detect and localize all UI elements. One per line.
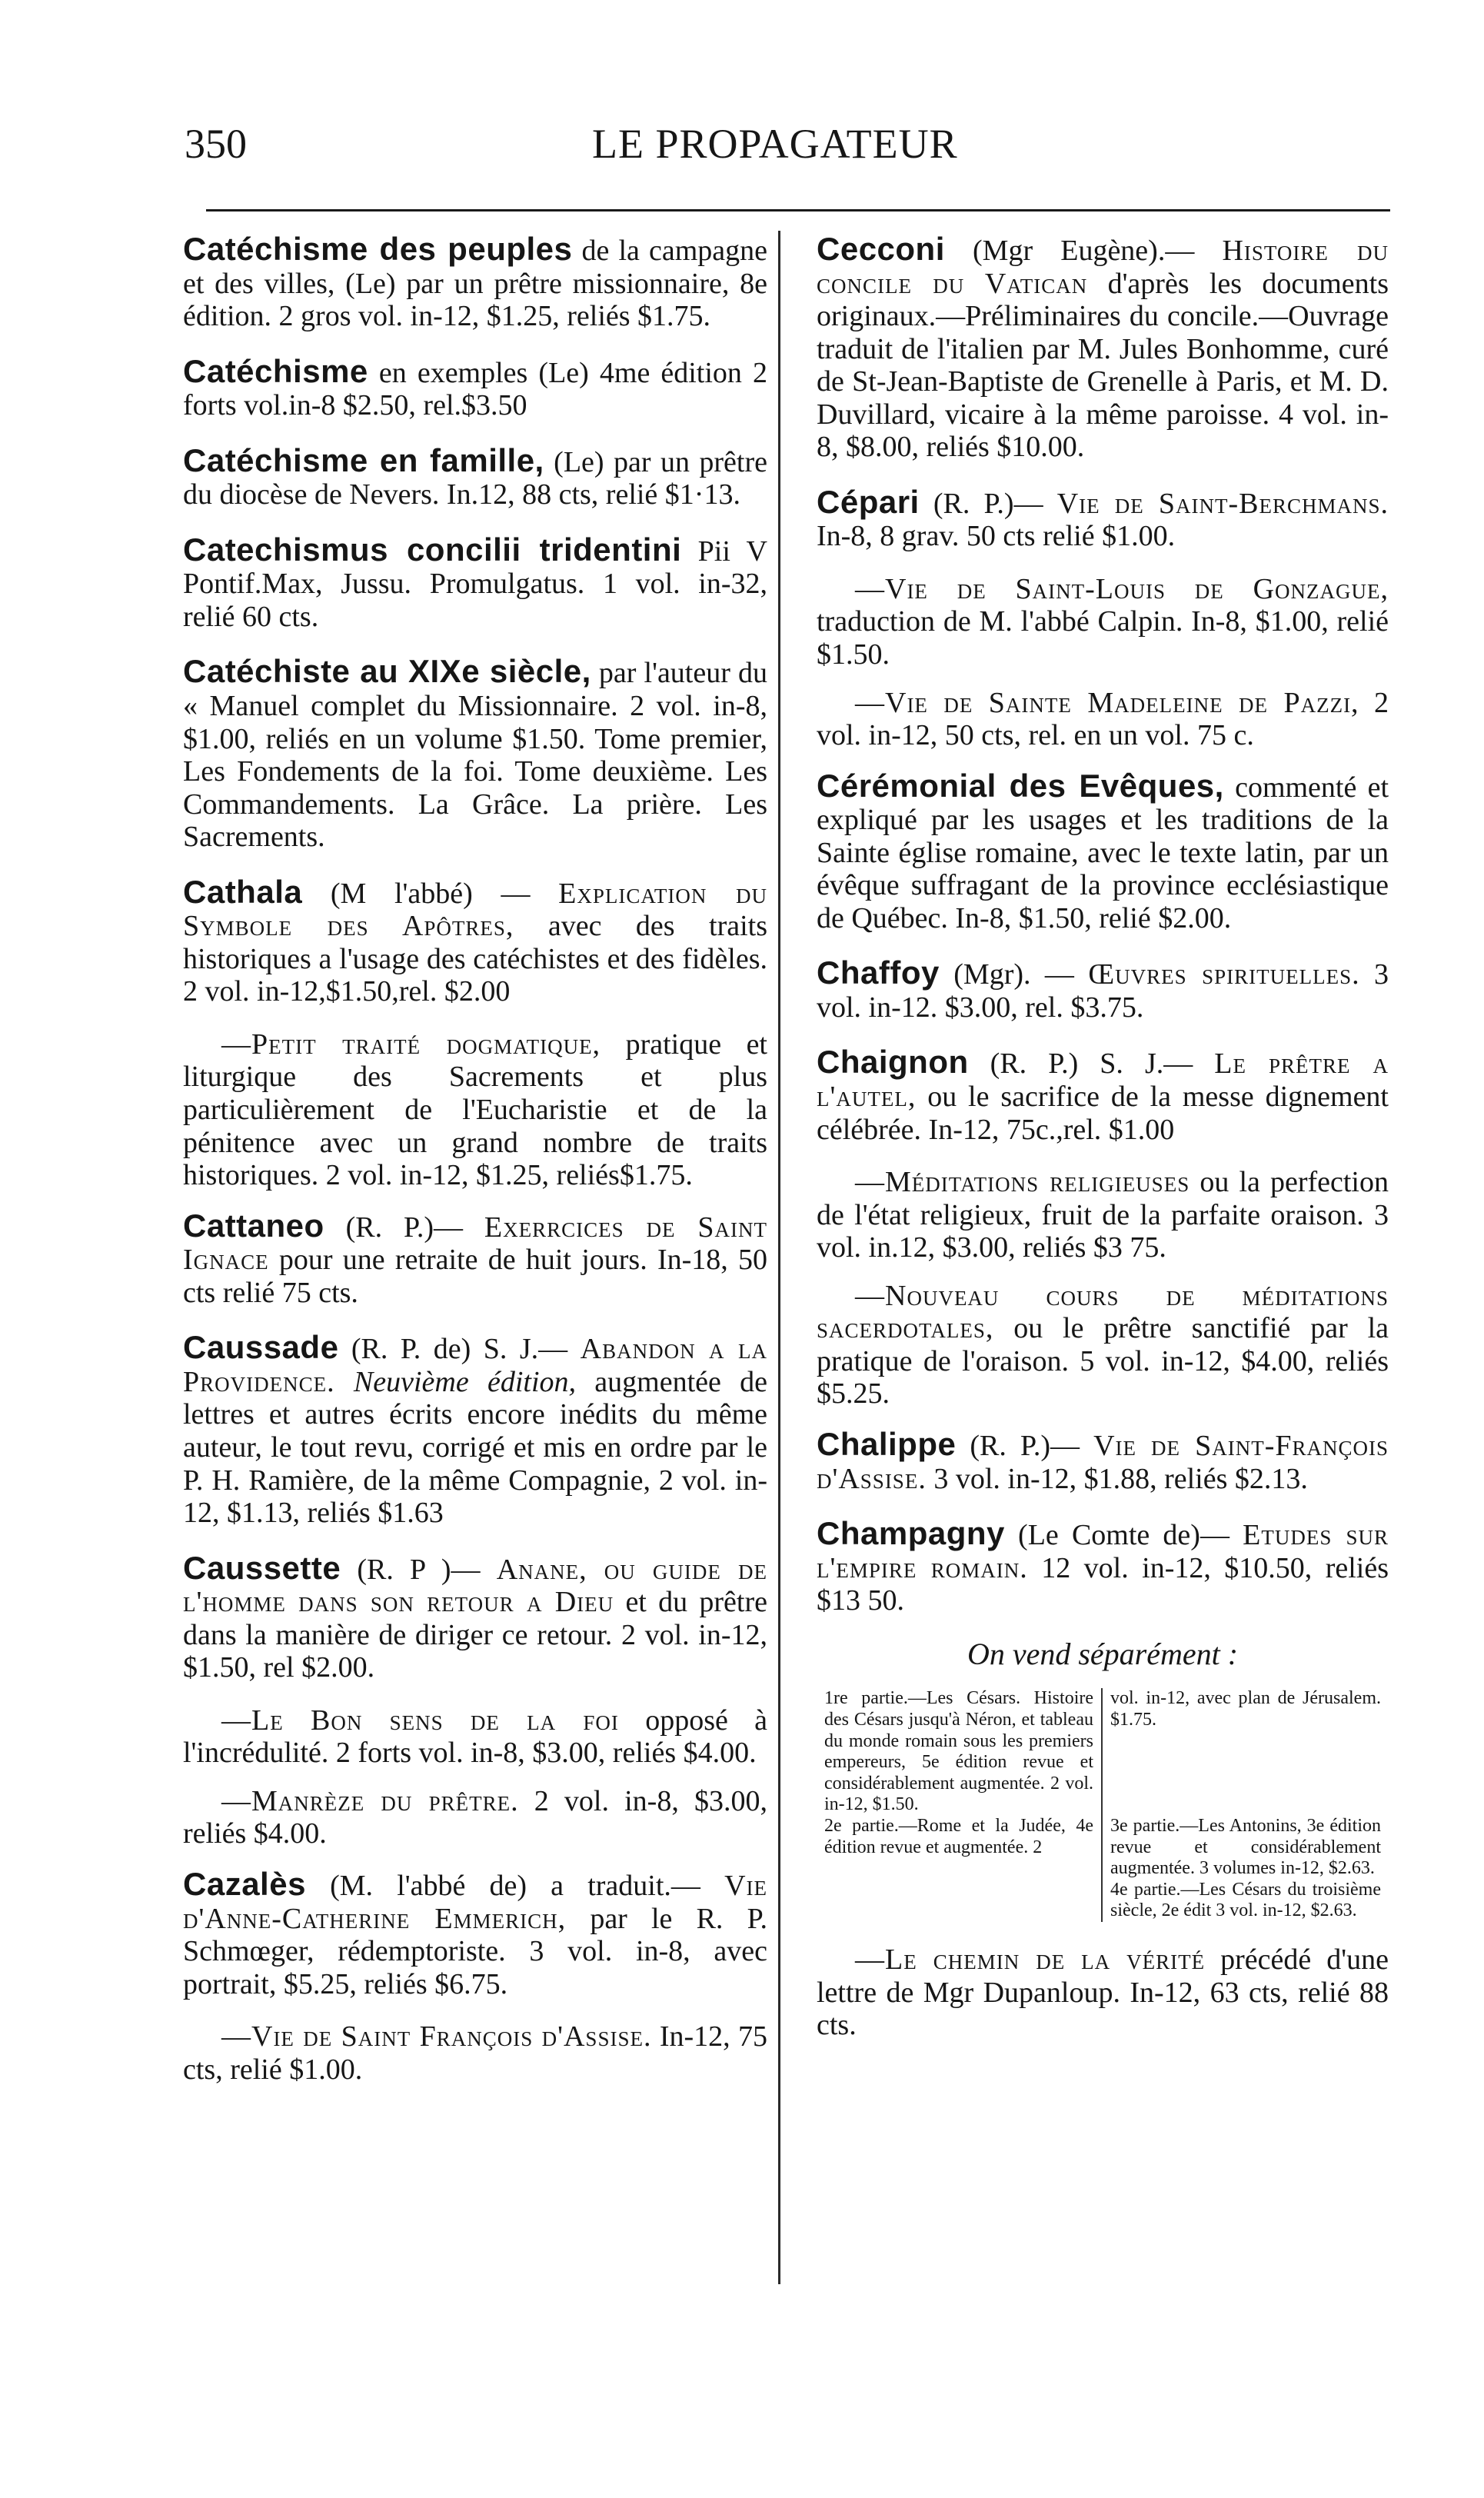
catalog-subentry	[817, 1166, 1389, 1264]
entry-work-title: —Manrèze du prêtre.	[221, 1784, 519, 1817]
entry-description: en exemples (Le) 4me édition 2 forts vol.in-8 $2.50, rel.$3.50	[183, 356, 768, 422]
entry-author-note: (R. P. de) S. J.—	[351, 1333, 568, 1366]
catalog-entry	[817, 1515, 1389, 1617]
entry-description: 2 vol. in-8, $3.00, reliés $4.00.	[183, 1784, 767, 1850]
catalog-entry	[817, 484, 1389, 553]
entry-description: 3 vol. in-12. $3.00, rel. $3.75.	[817, 958, 1389, 1024]
entry-description: 3 vol. in-12, $1.88, reliés $2.13.	[933, 1462, 1308, 1495]
entry-heading: Champagny	[817, 1515, 1005, 1552]
entry-work-title: —Méditations religieuses	[855, 1166, 1190, 1199]
entry-author-note: (R. P.)—	[933, 487, 1043, 520]
catalog-entry	[817, 768, 1389, 935]
catalog-entry	[817, 231, 1389, 464]
entry-edition: Neuvième édition,	[353, 1365, 577, 1398]
catalog-subentry	[183, 1704, 767, 1770]
entry-description: In-8, 8 grav. 50 cts relié $1.00.	[817, 520, 1176, 553]
entry-work-title: Exerrcices de Saint Ignace	[183, 1211, 767, 1277]
catalog-subentry	[817, 687, 1389, 752]
entry-heading: Catéchisme des peuples	[183, 231, 573, 267]
catalog-subentry	[183, 2020, 767, 2086]
separate-sale-item: 1re partie.—Les Césars. Histoire des Césars jusqu'à Néron, et tableau du monde romain sous les premiers empereurs, 5e édition revue et considérablement augmentée. 2 vol. in-12, $1.50.	[817, 1688, 1103, 1816]
catalog-subentry	[183, 1028, 767, 1192]
entry-description: précédé d'une lettre de Mgr Dupanloup. In-12, 63 cts, relié 88 cts.	[817, 1943, 1389, 2042]
entry-description: Pii V Pontif.Max, Jussu. Promulgatus. 1 vol. in-32, relié 60 cts.	[183, 535, 768, 633]
entry-heading: Catechismus concilii tridentini	[183, 531, 682, 568]
catalog-entry	[183, 353, 767, 422]
entry-heading: Catéchisme	[183, 352, 368, 389]
entry-author-note: (R. P.)—	[970, 1429, 1080, 1462]
entry-description: pratique et liturgique des Sacrements et plus particulièrement de l'Eucharistie et de la pénitence avec un grand nombre de traits historiques. 2 vol. in-12, $1.25, reliés$1.75.	[183, 1028, 767, 1192]
entry-work-title: Vie de Saint-François d'Assise.	[817, 1429, 1389, 1495]
entry-work-title: Vie de Saint-Berchmans.	[1056, 487, 1389, 520]
entry-work-title: —Vie de Saint François d'Assise.	[221, 2020, 652, 2053]
entry-heading: Cattaneo	[183, 1207, 324, 1244]
entry-author-note: (Mgr). —	[953, 958, 1074, 991]
entry-heading: Cecconi	[817, 231, 945, 267]
entry-heading: Chaffoy	[817, 954, 940, 991]
entry-work-title: Abandon a la Providence.	[183, 1333, 767, 1398]
left-column	[183, 231, 767, 2101]
catalog-entry	[817, 1426, 1389, 1495]
entry-work-title: Anane, ou guide de l'homme dans son retour a Dieu	[183, 1553, 768, 1619]
entry-author-note: (M l'abbé) —	[330, 877, 531, 910]
catalog-entry	[183, 1207, 767, 1310]
entry-description: ou la perfection de l'état religieux, fruit de la parfaite oraison. 3 vol. in.12, $3.00, reliés $3 75.	[817, 1166, 1389, 1264]
entry-work-title: —Le Bon sens de la foi	[221, 1704, 619, 1737]
entry-description: augmentée de lettres et autres écrits encore inédits du même auteur, le tout revu, corrigé et mis en ordre par le P. H. Ramière, de la même Compagnie, 2 vol. in-12, $1.13, reliés $1.63	[183, 1365, 767, 1530]
catalog-entry	[183, 1329, 767, 1529]
separate-sale-item: vol. in-12, avec plan de Jérusalem. $1.75.	[1110, 1688, 1381, 1730]
entry-heading: Cathala	[183, 873, 303, 910]
entry-description: 2 vol. in-12, 50 cts, rel. en un vol. 75 c.	[817, 686, 1389, 752]
entry-heading: Chaignon	[817, 1044, 969, 1081]
separate-sale-title: On vend séparément :	[967, 1636, 1239, 1671]
catalog-entry	[183, 231, 767, 333]
entry-work-title: Vie d'Anne-Catherine Emmerich,	[183, 1869, 768, 1935]
catalog-subentry	[817, 1280, 1389, 1411]
separate-sale-item: 3e partie.—Les Antonins, 3e édition revue et considérablement augmentée. 3 volumes in-12, $2.63.	[1110, 1816, 1381, 1879]
catalog-entry	[817, 1044, 1389, 1146]
entry-author-note: (R. P.) S. J.—	[990, 1047, 1193, 1081]
entry-heading: Caussette	[183, 1549, 341, 1586]
separate-sale-grid	[817, 1688, 1389, 1922]
entry-heading: Catéchiste au XIXe siècle,	[183, 653, 591, 690]
entry-heading: Cazalès	[183, 1865, 306, 1902]
catalog-entry	[183, 874, 767, 1008]
page-header	[185, 120, 1384, 182]
catalog-entry	[183, 1866, 767, 2000]
entry-heading: Cérémonial des Evêques,	[817, 767, 1224, 804]
entry-author-note: (R. P )—	[357, 1553, 481, 1586]
catalog-entry	[183, 653, 767, 853]
entry-description: In-12, 75 cts, relié $1.00.	[183, 2020, 768, 2086]
entry-description: opposé à l'incrédulité. 2 forts vol. in-8, $3.00, reliés $4.00.	[183, 1704, 767, 1770]
catalog-subentry	[183, 1785, 767, 1850]
final-entry	[817, 1943, 1389, 2042]
entry-work-title: —Nouveau cours de méditations sacerdotales,	[817, 1279, 1389, 1345]
separate-sale-item: 2e partie.—Rome et la Judée, 4e édition revue et augmentée. 2	[817, 1816, 1103, 1880]
catalog-subentry	[817, 573, 1389, 671]
right-entries	[817, 231, 1389, 1617]
entry-description: de la campagne et des villes, (Le) par un prêtre missionnaire, 8e édition. 2 gros vol. in-12, $1.25, reliés $1.75.	[183, 235, 768, 333]
entry-description: avec des traits historiques a l'usage des catéchistes et des fidèles. 2 vol. in-12,$1.50,rel. $2.00	[183, 910, 768, 1008]
entry-heading: Chalippe	[817, 1425, 957, 1462]
entry-work-title: —Petit traité dogmatique,	[221, 1028, 601, 1061]
entry-work-title: Œuvres spirituelles.	[1088, 958, 1360, 991]
entry-work-title: Le prêtre a l'autel,	[817, 1047, 1389, 1114]
entry-description: pour une retraite de huit jours. In-18, 50 cts relié 75 cts.	[183, 1244, 768, 1309]
entry-work-title: Etudes sur l'empire romain.	[817, 1519, 1389, 1584]
catalog-entry	[817, 954, 1389, 1024]
entry-description: 12 vol. in-12, $10.50, reliés $13 50.	[817, 1551, 1389, 1617]
page-number: 350	[185, 121, 247, 167]
entry-heading: Caussade	[183, 1329, 339, 1366]
separate-sale-item: 4e partie.—Les Césars du troisième siècle, 2e édit 3 vol. in-12, $2.63.	[1110, 1879, 1381, 1921]
entry-description: par le R. P. Schmœger, rédemptoriste. 3 vol. in-8, avec portrait, $5.25, reliés $6.75.	[183, 1902, 767, 2000]
entry-author-note: (M. l'abbé de) a traduit.—	[330, 1869, 700, 1902]
entry-author-note: (Le Comte de)—	[1018, 1519, 1229, 1552]
right-column	[817, 231, 1389, 2057]
entry-work-title: Histoire du concile du Vatican	[817, 235, 1389, 300]
page-title: LE PROPAGATEUR	[592, 121, 958, 167]
catalog-entry	[183, 442, 767, 511]
entry-heading: Cépari	[817, 483, 920, 520]
entry-description: ou le sacrifice de la messe dignement célébrée. In-12, 75c.,rel. $1.00	[817, 1081, 1389, 1146]
entry-description: et du prêtre dans la manière de diriger ce retour. 2 vol. in-12, $1.50, rel $2.00.	[183, 1586, 767, 1684]
entry-heading: Catéchisme en famille,	[183, 441, 544, 478]
entry-author-note: (Mgr Eugène).—	[973, 235, 1195, 267]
entry-description: commenté et expliqué par les usages et les traditions de la Sainte église romaine, avec le texte latin, par un évêque suffragant de la province ecclésiastique de Québec. In-8, $1.50, relié $2.00.	[817, 771, 1389, 934]
entry-work-title: —Le chemin de la vérité	[855, 1943, 1206, 1977]
entry-work-title: Explication du Symbole des Apôtres,	[183, 877, 768, 943]
column-divider	[778, 231, 780, 2284]
catalog-entry	[183, 531, 767, 634]
entry-description: (Le) par un prêtre du diocèse de Nevers. In.12, 88 cts, relié $1·13.	[183, 445, 767, 511]
entry-description: d'après les documents originaux.—Préliminaires du concile.—Ouvrage traduit de l'italien par M. Jules Bonhomme, curé de St-Jean-Baptiste de Grenelle à Paris, et M. D. Duvillard, vicaire à la même paroisse. 4 vol. in-8, $8.00, reliés $10.00.	[817, 267, 1389, 464]
entry-description: ou le prêtre sanctifié par la pratique de l'oraison. 5 vol. in-12, $4.00, reliés $5.25.	[817, 1312, 1389, 1411]
entry-description: traduction de M. l'abbé Calpin. In-8, $1.00, relié $1.50.	[817, 605, 1389, 671]
catalog-entry	[183, 1550, 767, 1684]
entry-work-title: —Vie de Saint-Louis de Gonzague,	[855, 572, 1389, 605]
entry-description: par l'auteur du « Manuel complet du Missionnaire. 2 vol. in-8, $1.00, reliés en un volume $1.50. Tome premier, Les Fondements de la foi. Tome deuxième. Les Commandements. La Grâce. La prière. Les Sacrements.	[183, 657, 768, 854]
separate-sale-item	[817, 1880, 1103, 1922]
entry-work-title: —Vie de Sainte Madeleine de Pazzi,	[855, 686, 1359, 719]
entry-author-note: (R. P.)—	[345, 1211, 464, 1244]
header-rule	[206, 209, 1390, 211]
